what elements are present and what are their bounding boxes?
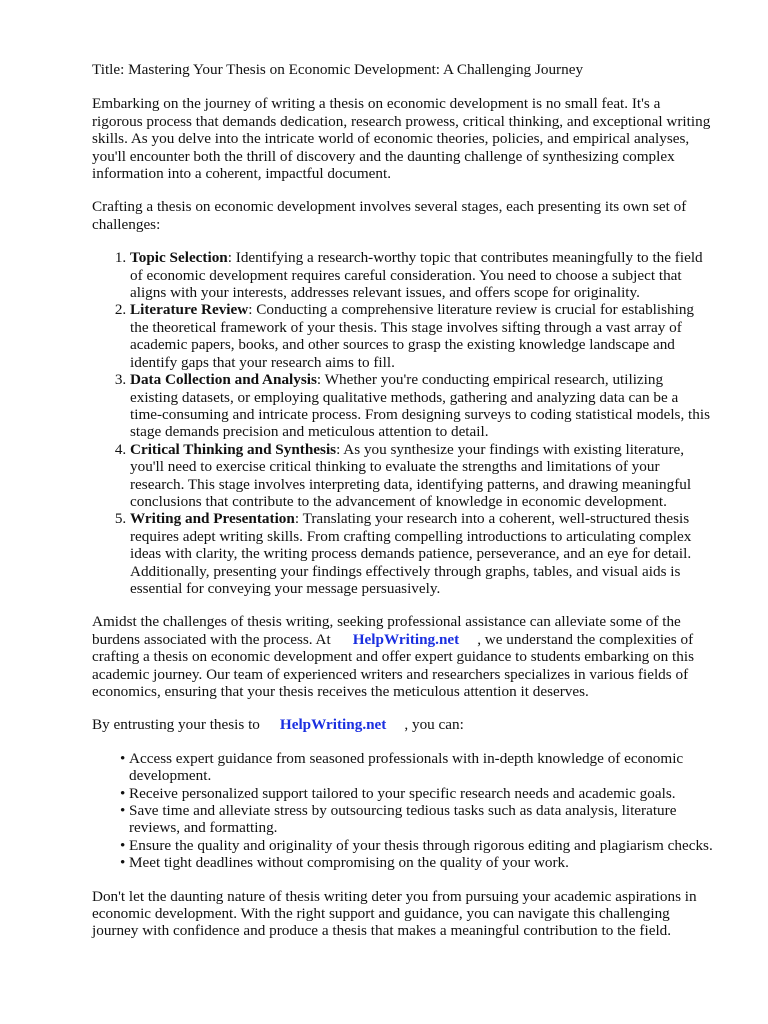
benefits-list <box>92 750 714 872</box>
helpwriting-link[interactable]: HelpWriting.net <box>279 716 387 734</box>
list-item <box>130 249 714 301</box>
bullet-icon: • <box>120 802 126 820</box>
benefit-text: Save time and alleviate stress by outsourcing tedious tasks such as data analysis, literature reviews, and formatting. <box>129 802 677 837</box>
stage-term: Data Collection and Analysis <box>130 371 317 389</box>
list-item <box>130 301 714 371</box>
list-item <box>130 371 714 441</box>
list-item <box>120 749 714 785</box>
stage-term: Topic Selection <box>130 249 228 267</box>
list-item <box>120 802 714 837</box>
entrust-text-before: By entrusting your thesis to <box>92 716 260 734</box>
list-item <box>120 836 714 854</box>
entrust-text-after: , you can: <box>404 716 464 734</box>
stages-intro-paragraph: Crafting a thesis on economic development involves several stages, each presenting its own set of challenges: <box>92 198 687 233</box>
stage-text: : Translating your research into a coherent, well-structured thesis requires adept writing skills. From crafting compelling introductions to articulating complex ideas with clarity, the writing process demands patience, perseverance, and an eye for detail. Additionally, presenting your findings effectively through graphs, tables, and visual aids is essential for conveying your message persuasively. <box>130 510 692 597</box>
assistance-paragraph <box>92 613 714 700</box>
intro-paragraph: Embarking on the journey of writing a thesis on economic development is no small feat. It's a rigorous process that demands dedication, research prowess, critical thinking, and exceptional writing skills. As you delve into the intricate world of economic theories, policies, and empirical analyses, you'll encounter both the thrill of discovery and the daunting challenge of synthesizing complex information into a coherent, impactful document. <box>92 95 711 183</box>
list-item <box>120 784 714 802</box>
bullet-icon: • <box>120 749 126 767</box>
document-title: Title: Mastering Your Thesis on Economic Development: A Challenging Journey <box>92 61 584 78</box>
stage-text: : Identifying a research-worthy topic that contributes meaningfully to the field of economic development requires careful consideration. You need to choose a subject that aligns with your interests, addresses relevant issues, and offers scope for originality. <box>130 249 703 302</box>
list-item <box>130 510 714 597</box>
closing-paragraph: Don't let the daunting nature of thesis writing deter you from pursuing your academic aspirations in economic development. With the right support and guidance, you can navigate this challenging journey with confidence and produce a thesis that makes a meaningful contribution to the field. <box>92 887 697 940</box>
bullet-icon: • <box>120 784 126 802</box>
stage-term: Literature Review <box>130 301 249 319</box>
assistance-text-before: Amidst the challenges of thesis writing, seeking professional assistance can alleviate some of the burdens associated with the process. At <box>92 613 681 648</box>
list-item <box>120 854 714 872</box>
list-item <box>130 441 714 511</box>
assistance-text-after: , we understand the complexities of crafting a thesis on economic development and offer expert guidance to students embarking on this academic journey. Our team of experienced writers and researchers specializes in various fields of economics, ensuring that your thesis receives the meticulous attention it deserves. <box>92 630 694 700</box>
entrust-paragraph <box>92 716 714 733</box>
benefit-text: Receive personalized support tailored to your specific research needs and academic goals. <box>129 784 676 802</box>
stages-list <box>92 249 714 597</box>
stage-text: : As you synthesize your findings with existing literature, you'll need to exercise critical thinking to evaluate the strengths and limitations of your research. This stage involves interpreting data, identifying patterns, and drawing meaningful conclusions that contribute to the advancement of knowledge in economic development. <box>130 440 692 510</box>
stage-term: Writing and Presentation <box>130 510 295 528</box>
bullet-icon: • <box>120 854 126 872</box>
helpwriting-link[interactable]: HelpWriting.net <box>352 630 460 648</box>
stage-text: : Whether you're conducting empirical research, utilizing existing datasets, or employing qualitative methods, gathering and analyzing data can be a time-consuming and intricate process. From designing surveys to coding statistical models, this stage demands precision and meticulous attention to detail. <box>130 371 710 441</box>
stage-text: : Conducting a comprehensive literature review is crucial for establishing the theoretical framework of your thesis. This stage involves sifting through a vast array of academic papers, books, and other sources to grasp the existing knowledge landscape and identify gaps that your research aims to fill. <box>130 301 695 371</box>
bullet-icon: • <box>120 836 126 854</box>
document-page <box>92 61 714 956</box>
benefit-text: Meet tight deadlines without compromising on the quality of your work. <box>129 854 569 872</box>
benefit-text: Ensure the quality and originality of your thesis through rigorous editing and plagiarism checks. <box>129 836 713 854</box>
stage-term: Critical Thinking and Synthesis <box>130 440 337 458</box>
benefit-text: Access expert guidance from seasoned professionals with in-depth knowledge of economic development. <box>129 749 684 785</box>
